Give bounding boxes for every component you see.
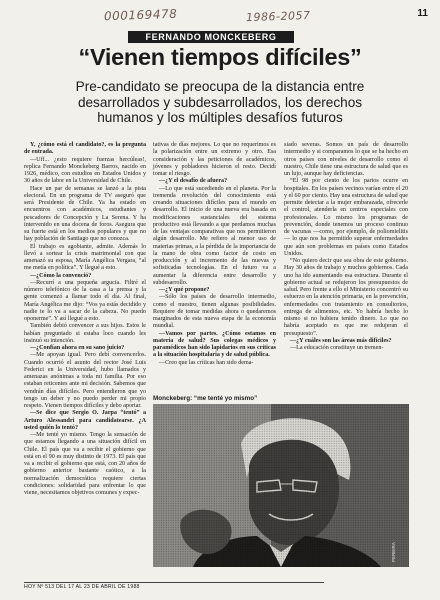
photo-caption: Monckeberg: “me tenté yo mismo” xyxy=(153,395,258,402)
article-paragraph: —Me tenté yo mismo. Tengo la sensación de que estamos llegando a una situación difícil en Chile. El país que va a recibir el gobierno que está en el 90 es muy distinto de 1973. El país que va a recibir el gobierno que está, con 20 años de gobierno anterior bastante caótico, a la normalización democrática requiere ciertas condiciones: solidaridad para enfrentar lo que viene, necesitamos objetivos comunes y expec- xyxy=(24,432,146,496)
article-paragraph: siado severas. Somos un país de desarrollo intermedio y si comparamos lo que se ha hecho en otros países con niveles de desarrollo como el nuestro, Chile tiene una estructura de salud que es un lujo, aunque hay deficiencias. xyxy=(284,142,408,177)
byline-bar: FERNANDO MONCKEBERG xyxy=(128,31,294,43)
article-paragraph: “El 98 por ciento de los partos ocurre en hospitales. En los países vecinos varían entre el 20 y el 60 por ciento. Hay una estructura de salud que permite detectar a la mujer embarazada, ofrecerle el control, atenderla en centros especiales con profesionales. Lo mismo los programas de prevención, donde tenemos un proceso continuo de vacunas —como, por ejemplo, de poliomielitis— lo que nos ha permitido superar enfermedades que aún son problemas en países como Estados Unidos. xyxy=(284,178,408,257)
article-column-3 xyxy=(284,142,408,352)
article-paragraph: “No quiero decir que sea obra de este gobierno. Hay 30 años de trabajo y muchos gobiernos. Cada uno ha ido aumentando esa estructura. Durante el gobierno actual se redujeron los presupuestos de salud. Pero frente a ello el Ministerio concentró su esfuerzo en la atención primaria, en la prevención, enfermedades con tratamiento en consultorios, entrega de alimentos, etc. Yo habría hecho lo mismo si no hubiera tenido dinero. Lo que no habría aceptado es que me redujeran el presupuesto”. xyxy=(284,258,408,337)
article-title: “Vienen tiempos difíciles” xyxy=(78,44,362,70)
footer-issue-line: HOY Nº 513 DEL 17 AL 23 DE ABRIL DE 1988 xyxy=(24,582,324,590)
article-paragraph: —Uff... ¿esto requiere fuerzas hercúleas!, replica Fernando Monckeberg Barros, nacido en 1926, médico, con estudios en Estados Unidos y 30 años de labor en la Universidad de Chile. xyxy=(24,156,146,185)
article-paragraph: tativas de días mejores. Lo que no requerimos es la polarización entre un extremo y otro. Esa consideración y las peticiones de académicos, jóvenes y pobladores hicieron el resto. Decidí tomar el riesgo. xyxy=(153,142,276,177)
article-column-2 xyxy=(153,142,276,367)
article-paragraph: —Creo que las críticas han sido dema- xyxy=(159,359,254,366)
interview-question: —Vamos por partes. ¿Cómo estamos en materia de salud? Sus colegas médicos y paramédicos han sido lapidarios en sus críticas a la situación hospitalaria y de salud pública. xyxy=(153,330,276,359)
page-number: 11 xyxy=(417,8,428,19)
article-paragraph: —La educación constituye un tremen- xyxy=(290,345,384,351)
interview-question: —¿Cómo la convenció? xyxy=(30,272,92,279)
interview-question: —¿Y cuáles son las áreas más difíciles? xyxy=(290,337,392,344)
interview-question: —¿Y qué propone? xyxy=(159,287,210,293)
photo-credit: PEREIRA xyxy=(391,542,396,562)
interview-question: —¿Confían ahora en su sano juicio? xyxy=(30,345,125,351)
article-deck: Pre-candidato se preocupa de la distancia entre desarrollados y subdesarrollados, los derechos humanos y los múltiples desafíos futuros xyxy=(75,79,365,125)
article-paragraph: Hace un par de semanas se lanzó a la pista electoral. En un programa de TV aseguró que será Presidente de Chile. Ya ha estado en encuentros con académicos, estudiantes y pescadores de Concepción y La Serena. Y ha intervenido en una docena de foros. Asegura que su fuerte está en los medios populares y que no hay población de Santiago que no conozca. xyxy=(24,185,146,243)
interview-question: —Se dice que Sergio O. Jarpa “tentó” a Arturo Alessandri para candidatearse. ¿A usted quién lo tentó? xyxy=(24,410,146,431)
article-paragraph: También debió convencer a sus hijos. Estos le habían preguntado si estaba loco cuando les insinuó su intención. xyxy=(24,323,146,344)
archive-code-annotation: 000169478 xyxy=(103,6,178,24)
interview-question: —¿Y el desafío de afuera? xyxy=(159,178,228,185)
article-paragraph: —Me apoyan igual. Pero debí convencerlos. Cuando ocurrió el asunto del rector José Luis Federici en la Universidad, hubo llamados y amenazas anónimas a toda mi familia. Por eso estaban reticentes ante mi decisión. Sabemos que vendrán días difíciles. Pero entendieron que yo tengo un deber y no puedo perder mi propio respeto. Vienen tiempos difíciles y debo aportar. xyxy=(24,352,146,409)
article-paragraph: —Sólo los países de desarrollo intermedio, como el nuestro, tienen algunas posibilidades. Requiere de tomar medidas ahora o quedaremos marginados de esta nueva etapa de la economía mundial. xyxy=(153,294,276,330)
article-paragraph: —Lo que está sucediendo en el planeta. Por la tremenda revolución del conocimiento está creando situaciones difíciles para el mundo en desarrollo. El inicio de una nueva era basada en modificaciones sustanciales del sistema productivo está llevando a que perdamos muchas de las ventajas comparativas que nos permitieron algún desarrollo. Me refiero al menor uso de materias primas, a la pérdida de la importancia de la mano de obra como factor de costo en producción y al incremento de las nuevas y sofisticadas tecnologías. En el futuro va a aumentar la diferencia entre desarrollo y subdesarrollo. xyxy=(153,185,276,286)
interview-question: Y, ¿cómo está el candidato?, es la pregunta de entrada. xyxy=(24,142,146,156)
article-paragraph: El trabajo es agobiante, admite. Además lo llevó a sortear la crisis matrimonial con que amenazó su esposa, María Angélica Vergara, “al me metía en política”. Y llegué a esto. xyxy=(24,243,146,272)
article-column-1 xyxy=(24,142,146,497)
date-annotation: 1986-2057 xyxy=(245,8,311,25)
portrait-photo xyxy=(153,404,409,567)
article-paragraph: —Recurrí a una pequeña argucia. Filtré el número telefónico de la casa a la prensa y la gente comenzó a llamar todo el día. Al final, María Angélica me dijo: “Vos ya estás decidido y nadie te lo va a sacar de la cabeza. No puedo oponerme”. Y así llegué a esto. xyxy=(24,279,146,322)
